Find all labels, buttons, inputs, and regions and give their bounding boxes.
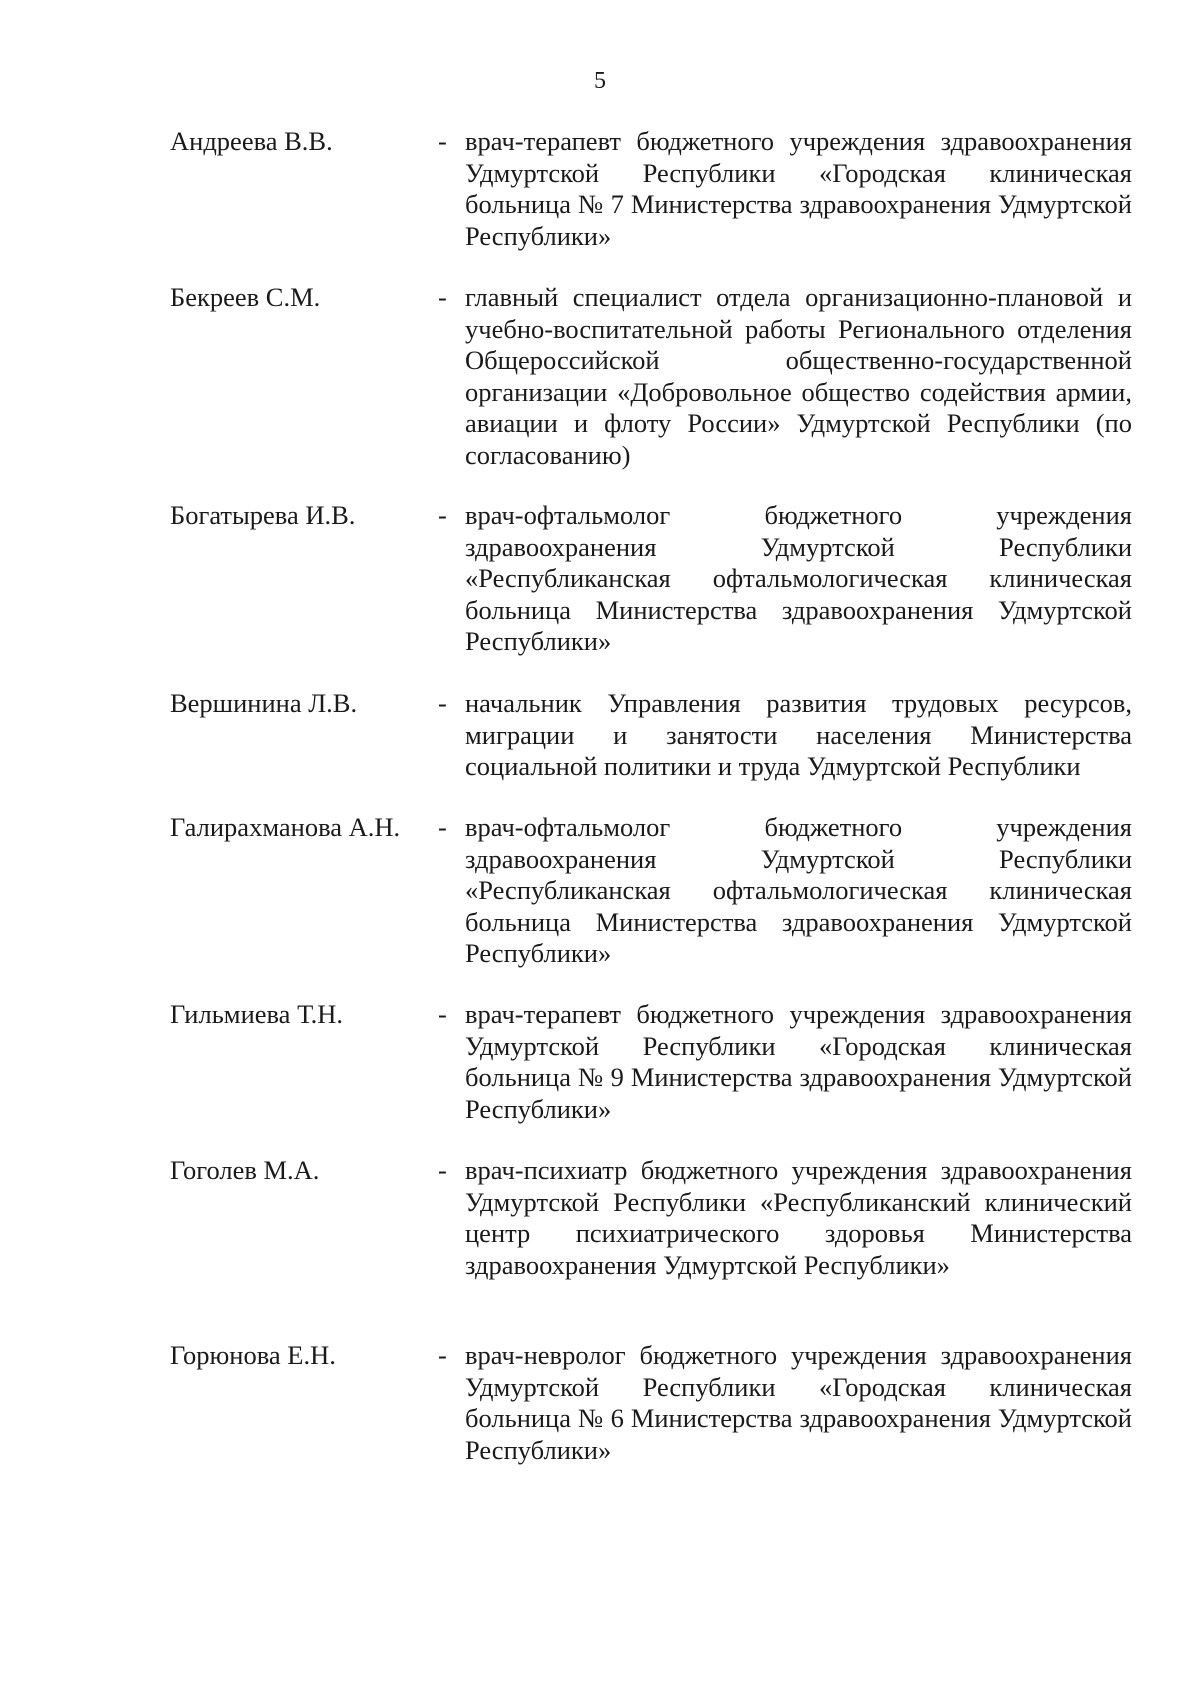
member-dash: - — [438, 999, 447, 1029]
member-dash: - — [438, 1155, 447, 1185]
member-entry — [170, 500, 1132, 658]
member-entry — [170, 1155, 1132, 1281]
member-name: Гоголев М.А. — [170, 1155, 320, 1185]
member-description: врач-офтальмолог бюджетного учреждения здравоохранения Удмуртской Республики «Республиканская офтальмологическая клиническая больница Министерства здравоохранения Удмуртской Республики» — [465, 812, 1132, 969]
member-entry — [170, 688, 1132, 783]
member-name: Вершинина Л.В. — [170, 688, 358, 718]
member-description: врач-терапевт бюджетного учреждения здравоохранения Удмуртской Республики «Городская клиническая больница № 7 Министерства здравоохранения Удмуртской Республики» — [465, 126, 1132, 251]
member-description: врач-терапевт бюджетного учреждения здравоохранения Удмуртской Республики «Городская клиническая больница № 9 Министерства здравоохранения Удмуртской Республики» — [465, 999, 1132, 1124]
member-name: Горюнова Е.Н. — [170, 1340, 336, 1370]
member-name: Андреева В.В. — [170, 126, 333, 156]
member-entry — [170, 999, 1132, 1125]
member-description: начальник Управления развития трудовых ресурсов, миграции и занятости населения Министерства социальной политики и труда Удмуртской Республики — [465, 688, 1132, 782]
member-description: врач-невролог бюджетного учреждения здравоохранения Удмуртской Республики «Городская клиническая больница № 6 Министерства здравоохранения Удмуртской Республики» — [465, 1340, 1132, 1465]
member-dash: - — [438, 500, 447, 530]
member-dash: - — [438, 1340, 447, 1370]
member-entry — [170, 1340, 1132, 1466]
member-entry — [170, 282, 1132, 472]
member-description: врач-офтальмолог бюджетного учреждения здравоохранения Удмуртской Республики «Республиканская офтальмологическая клиническая больница Министерства здравоохранения Удмуртской Республики» — [465, 500, 1132, 657]
member-dash: - — [438, 812, 447, 842]
member-name: Богатырева И.В. — [170, 500, 356, 530]
member-name: Галирахманова А.Н. — [170, 812, 401, 842]
member-description: врач-психиатр бюджетного учреждения здравоохранения Удмуртской Республики «Республиканский клинический центр психиатрического здоровья Министерства здравоохранения Удмуртской Республики» — [465, 1155, 1132, 1280]
member-dash: - — [438, 282, 447, 312]
member-entry — [170, 126, 1132, 252]
member-description: главный специалист отдела организационно-плановой и учебно-воспитательной работы Регионального отделения Общероссийской общественно-государственной организации «Добровольное общество содействия армии, авиации и флоту России» Удмуртской Республики (по согласованию) — [465, 282, 1132, 470]
member-dash: - — [438, 126, 447, 156]
page-number: 5 — [594, 68, 606, 94]
member-dash: - — [438, 688, 447, 718]
member-name: Гильмиева Т.Н. — [170, 999, 343, 1029]
member-name: Бекреев С.М. — [170, 282, 321, 312]
member-entry — [170, 812, 1132, 970]
